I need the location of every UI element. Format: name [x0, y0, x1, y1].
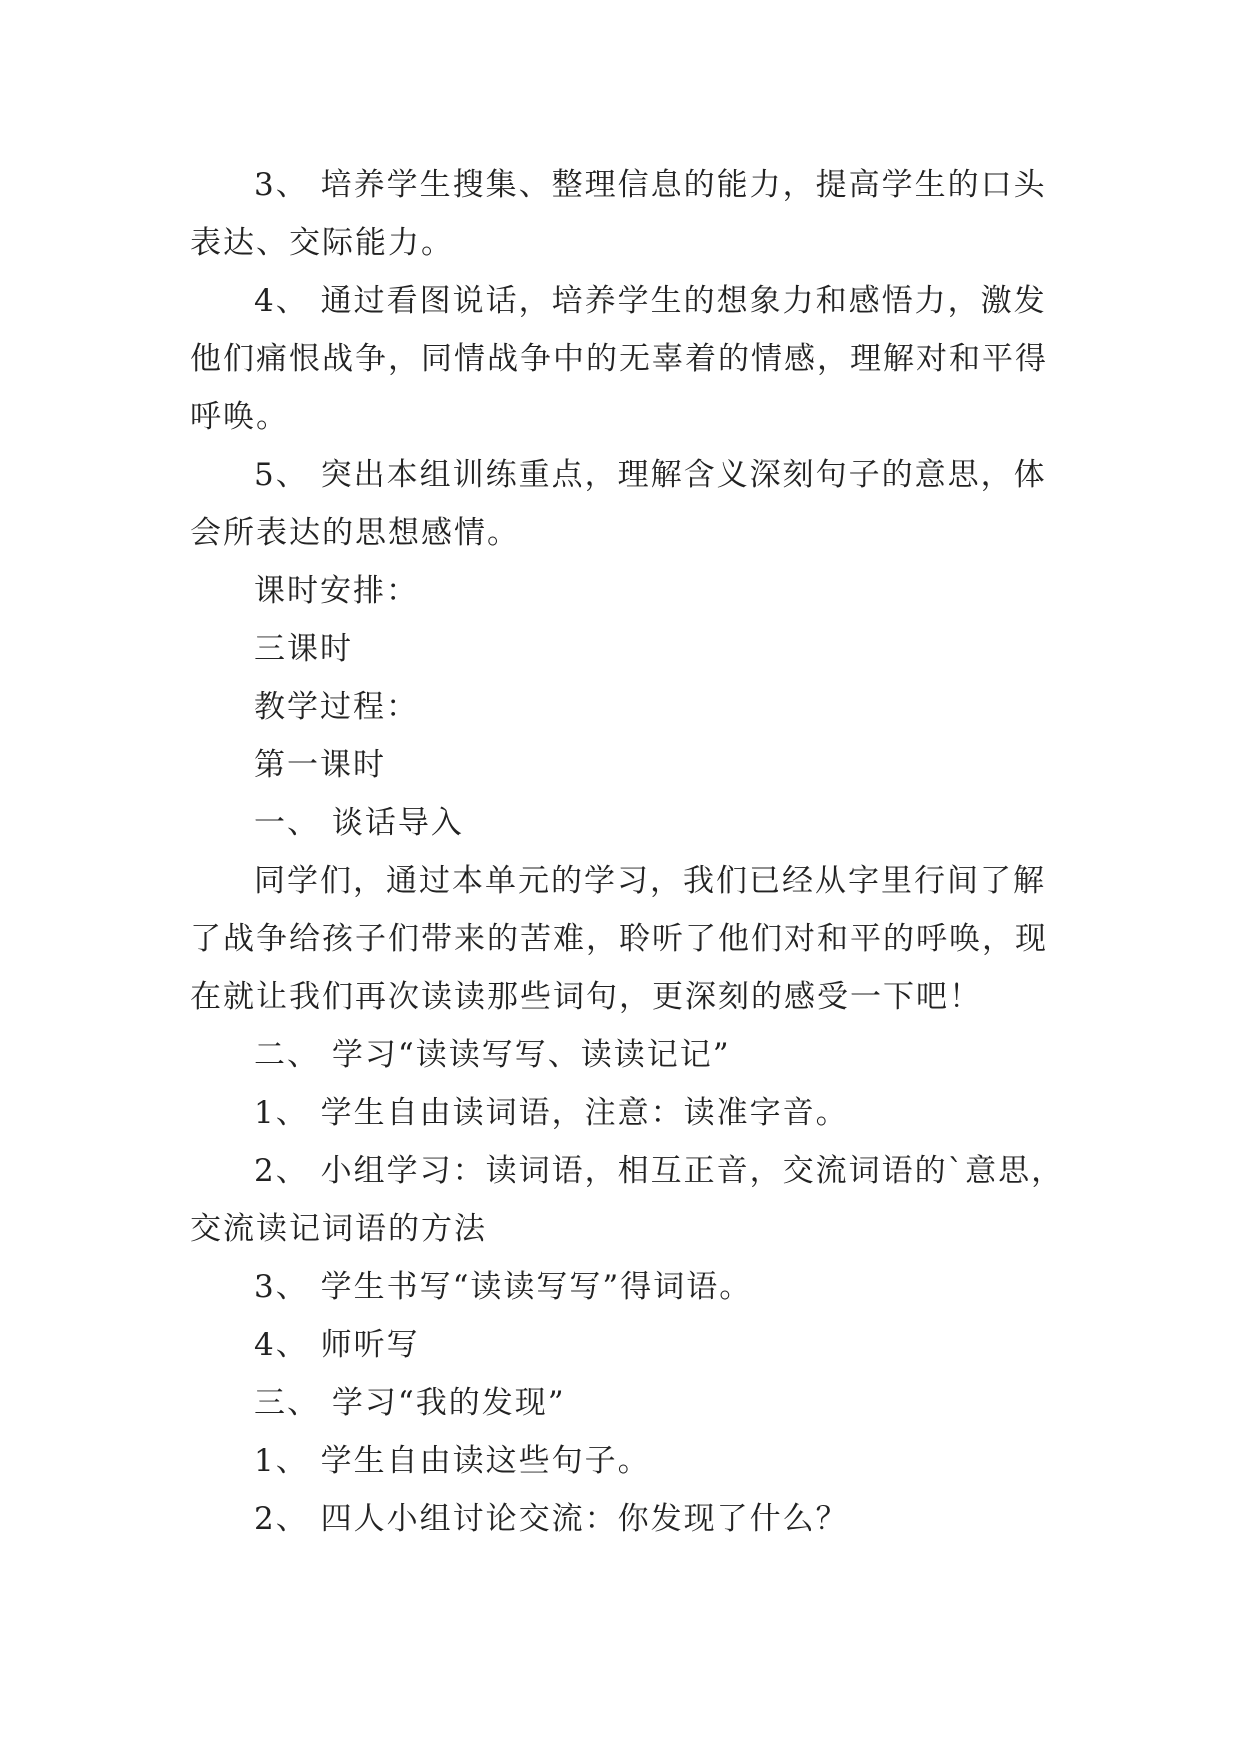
paragraph-step-2-3: 3、 学生书写“读读写写”得词语。 [254, 1269, 753, 1305]
paragraph-goal-3: 3、 培养学生搜集、整理信息的能力，提高学生的口头表达、交际能力。 [190, 167, 1047, 261]
paragraph-step-2-1: 1、 学生自由读词语，注意：读准字音。 [254, 1095, 849, 1131]
document-body [190, 156, 1070, 1548]
paragraph-intro-text: 同学们，通过本单元的学习，我们已经从字里行间了解了战争给孩子们带来的苦难，聆听了他们对和平的呼唤，现在就让我们再次读读那些词句，更深刻的感受一下吧！ [190, 863, 1048, 1015]
paragraph-process-heading: 教学过程： [254, 689, 419, 725]
paragraph-goal-4: 4、 通过看图说话，培养学生的想象力和感悟力，激发他们痛恨战争，同情战争中的无辜着的情感，理解对和平得呼唤。 [190, 283, 1048, 435]
paragraph-step-2-4: 4、 师听写 [254, 1327, 420, 1363]
paragraph-step-3-2: 2、 四人小组讨论交流：你发现了什么？ [254, 1501, 849, 1537]
paragraph-section-1: 一、 谈话导入 [254, 805, 464, 841]
paragraph-step-3-1: 1、 学生自由读这些句子。 [254, 1443, 651, 1479]
paragraph-section-2: 二、 学习“读读写写、读读记记” [254, 1037, 731, 1073]
paragraph-step-2-2: 2、 小组学习：读词语，相互正音，交流词语的`意思，交流读记词语的方法 [190, 1153, 1065, 1247]
paragraph-section-3: 三、 学习“我的发现” [254, 1385, 566, 1421]
paragraph-schedule-heading: 课时安排： [254, 573, 419, 609]
paragraph-first-lesson: 第一课时 [254, 747, 386, 783]
paragraph-goal-5: 5、 突出本组训练重点，理解含义深刻句子的意思，体会所表达的思想感情。 [190, 457, 1047, 551]
paragraph-schedule-value: 三课时 [254, 631, 353, 667]
